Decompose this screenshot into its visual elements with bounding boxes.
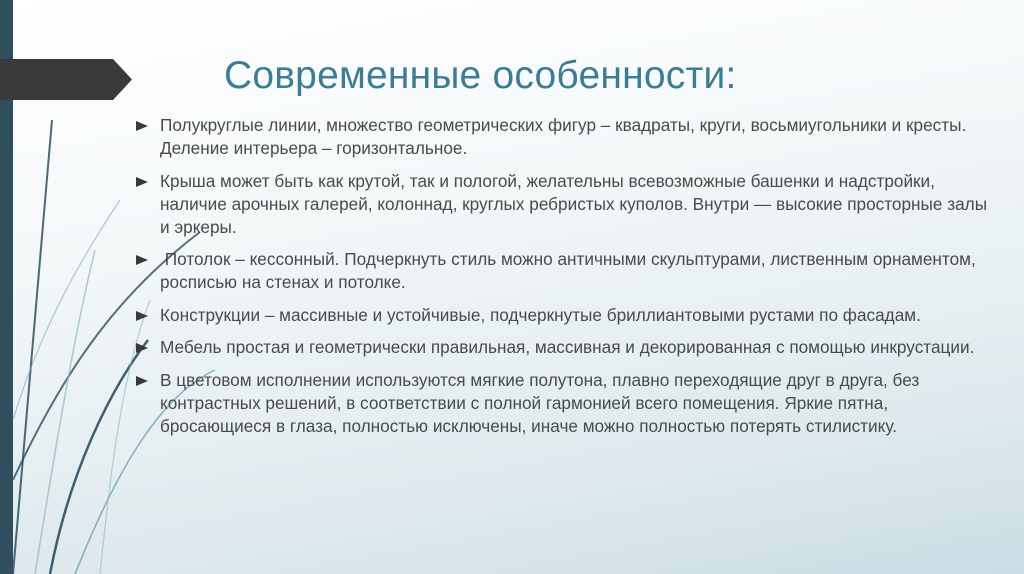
bullet-text: Потолок – кессонный. Подчеркнуть стиль можно античными скульптурами, лиственным орнаментом, росписью на стенах и потолке. xyxy=(160,249,981,292)
bullet-item xyxy=(136,336,996,359)
bullet-item xyxy=(136,304,996,327)
bullet-text: Крыша может быть как крутой, так и пологой, желательны всевозможные башенки и надстройки, наличие арочных галерей, колоннад, круглых ребристых куполов. Внутри — высокие просторные залы и эркеры. xyxy=(160,170,988,237)
bullet-item xyxy=(136,114,996,160)
title-tab-shape xyxy=(0,59,132,100)
triangle-bullet-icon xyxy=(136,343,148,353)
bullet-list xyxy=(136,114,996,447)
bullet-text: Конструкции – массивные и устойчивые, подчеркнутые бриллиантовыми рустами по фасадам. xyxy=(160,304,921,325)
bullet-text: В цветовом исполнении используются мягкие полутона, плавно переходящие друг в друга, без контрастных решений, в соответствии с полной гармонией всего помещения. Яркие пятна, бросающиеся в глаза, полностью исключены, иначе можно полностью потерять стилистику. xyxy=(160,369,920,436)
triangle-bullet-icon xyxy=(136,121,148,131)
bullet-text: Полукруглые линии, множество геометрических фигур – квадраты, круги, восьмиугольники и кресты. Деление интерьера – горизонтальное. xyxy=(160,115,967,158)
triangle-bullet-icon xyxy=(136,311,148,321)
triangle-bullet-icon xyxy=(136,255,148,265)
slide-title: Современные особенности: xyxy=(224,54,737,97)
triangle-bullet-icon xyxy=(136,177,148,187)
bullet-item xyxy=(136,248,996,294)
bullet-text: Мебель простая и геометрически правильная, массивная и декорированная с помощью инкрустации. xyxy=(160,337,975,357)
bullet-item xyxy=(136,170,996,239)
bullet-item xyxy=(136,369,996,438)
triangle-bullet-icon xyxy=(136,376,148,386)
